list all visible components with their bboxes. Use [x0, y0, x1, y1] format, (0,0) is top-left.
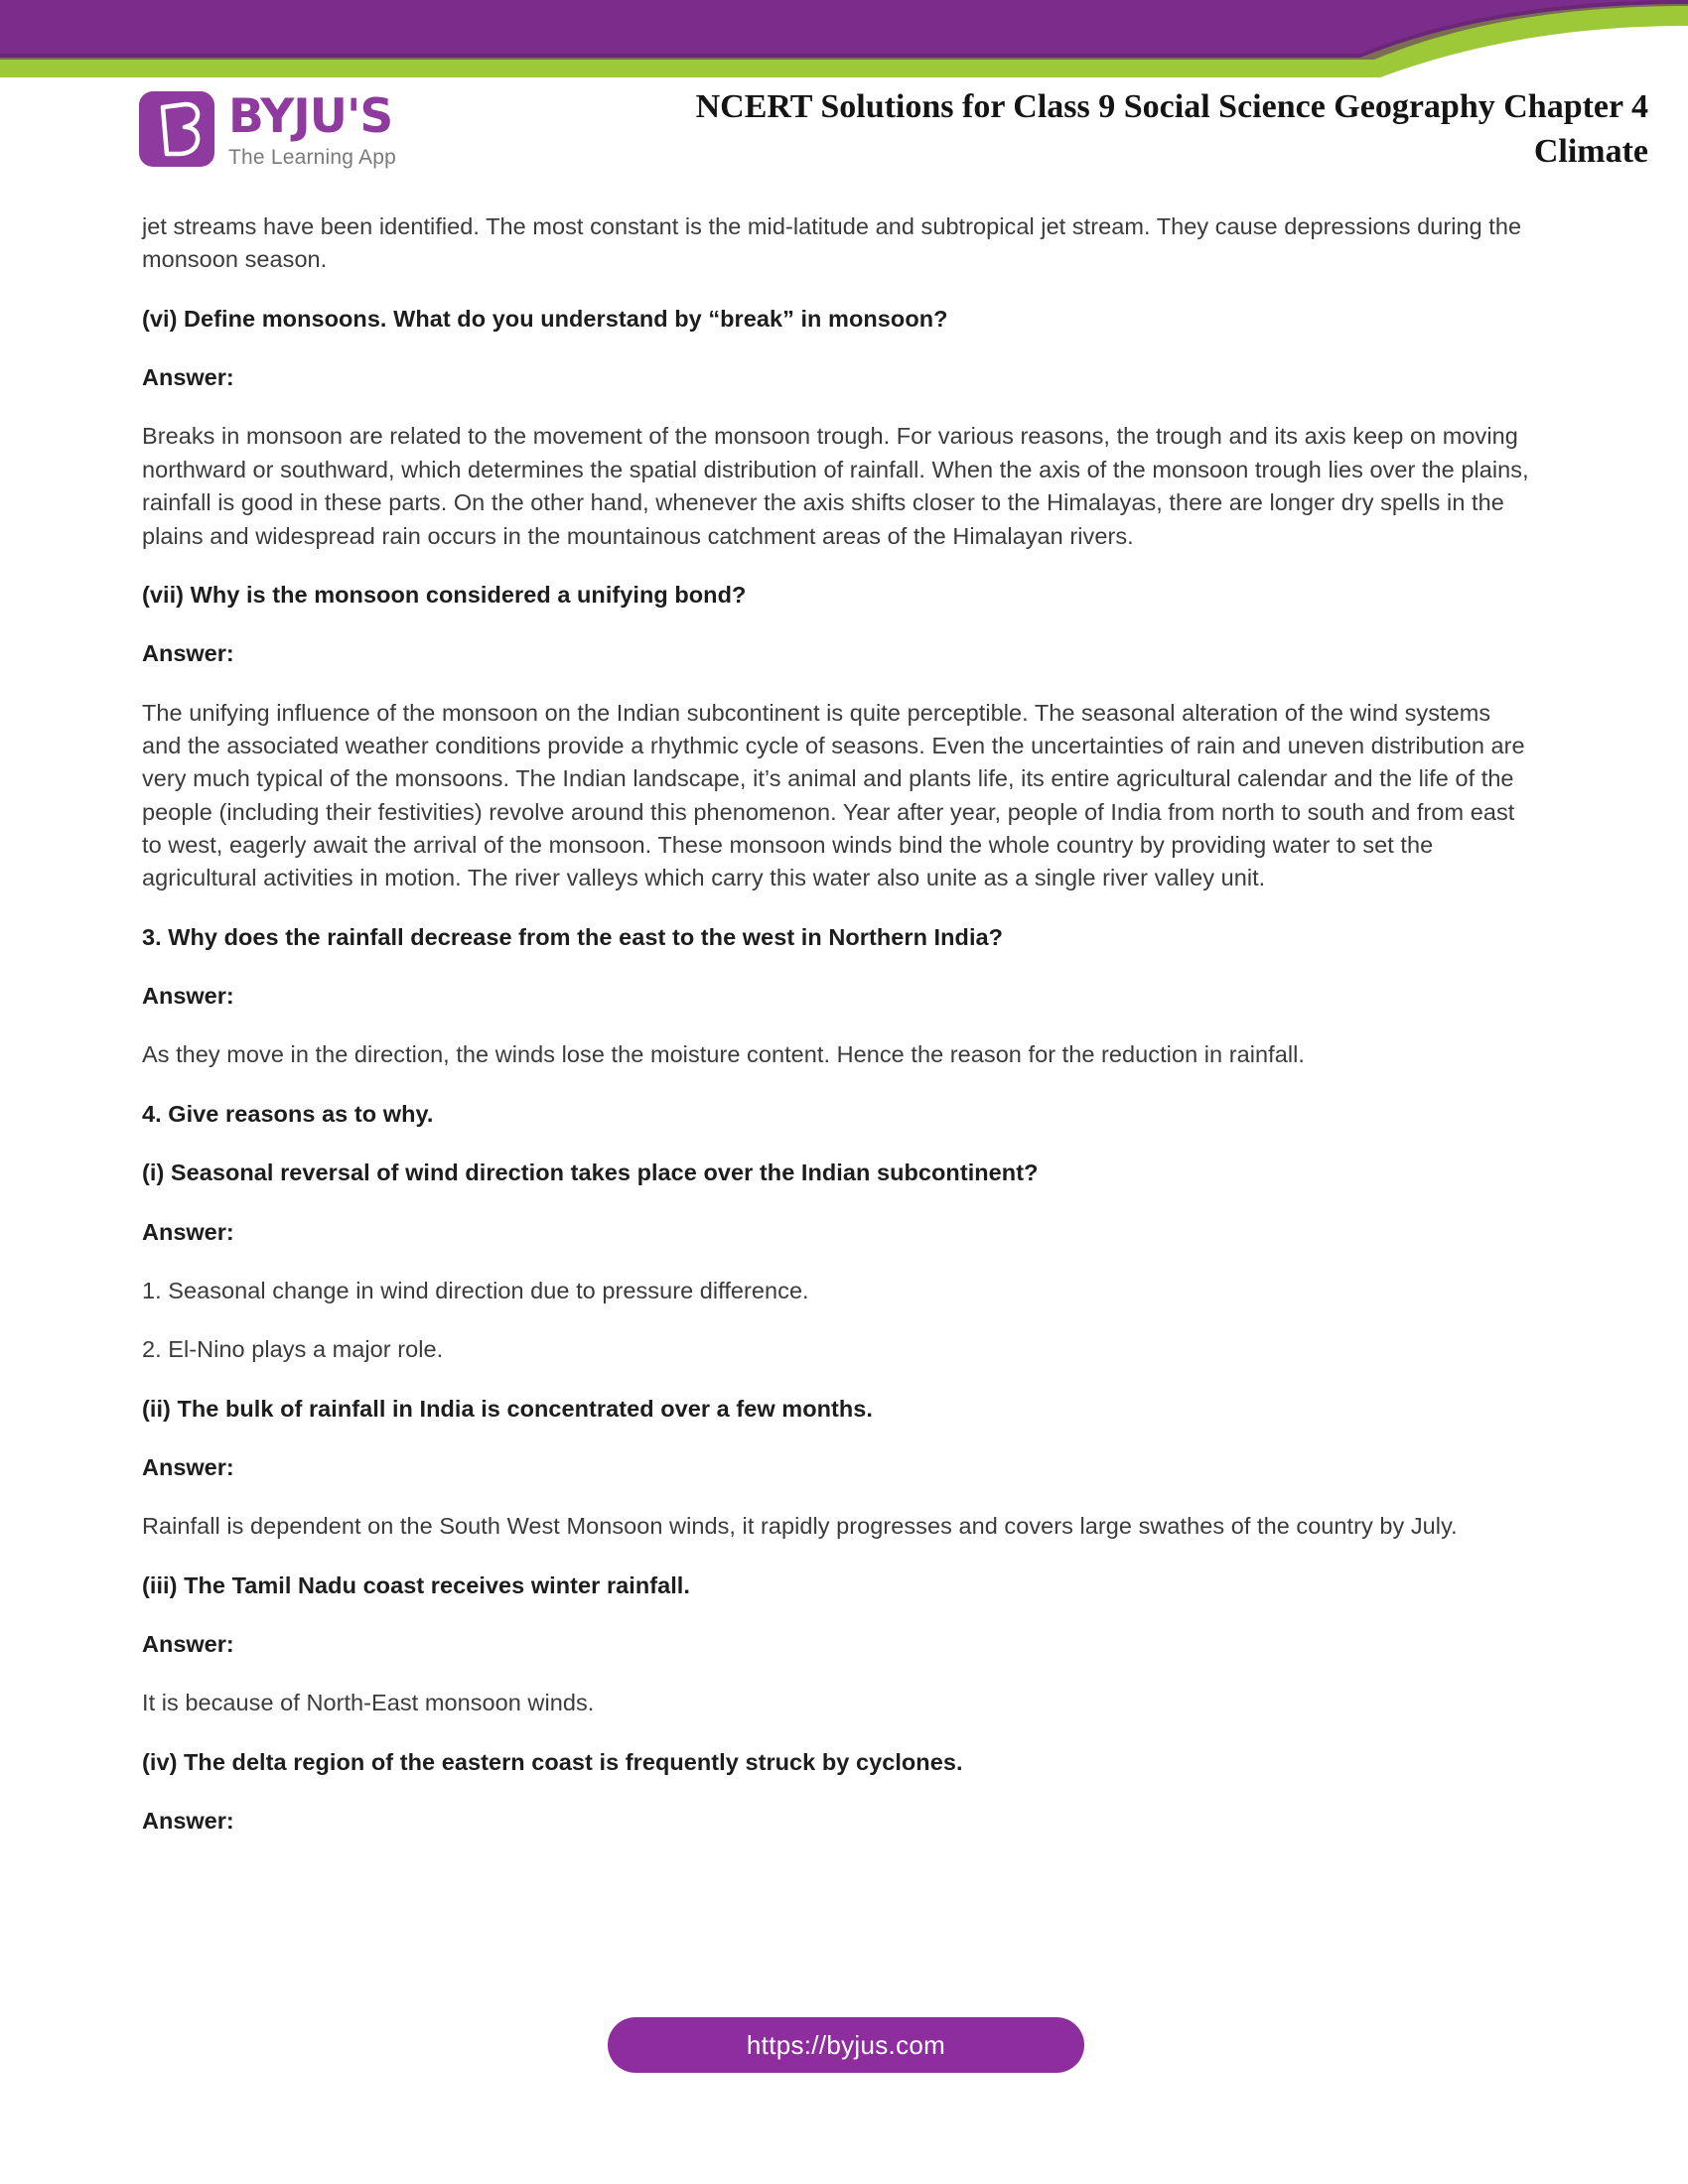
byjus-logo — [139, 91, 396, 170]
byjus-url-label: https://byjus.com — [746, 2029, 946, 2060]
answer-vi: Breaks in monsoon are related to the movement of the monsoon trough. For various reasons, the trough and its axis keep on moving northward or southward, which determines the spatial distribution of rainfall. When the axis of the monsoon trough lies over the plains, rainfall is good in these parts. On the other hand, whenever the axis shifts closer to the Himalayas, there are longer dry spells in the plains and widespread rain occurs in the mountainous catchment areas of the Himalayan rivers. — [142, 423, 1529, 549]
answer-label-vii: Answer: — [142, 640, 234, 667]
page-title-line-1: NCERT Solutions for Class 9 Social Science Geography Chapter 4 — [695, 88, 1648, 125]
question-vii: (vii) Why is the monsoon considered a unifying bond? — [142, 581, 747, 608]
answer-label-4iv: Answer: — [142, 1808, 234, 1835]
byjus-logo-mark — [139, 91, 214, 167]
question-4-i: (i) Seasonal reversal of wind direction takes place over the Indian subcontinent? — [142, 1160, 1039, 1186]
question-3: 3. Why does the rainfall decrease from the east to the west in Northern India? — [142, 923, 1004, 950]
header-decoration-bars — [0, 0, 1688, 79]
answer-label-4i: Answer: — [142, 1218, 234, 1245]
page-title-line-2: Climate — [1533, 132, 1648, 170]
answer-3: As they move in the direction, the winds lose the moisture content. Hence the reason for the reduction in rainfall. — [142, 1041, 1305, 1068]
intro-paragraph: jet streams have been identified. The most constant is the mid-latitude and subtropical jet stream. They cause depressions during the monsoon season. — [142, 213, 1522, 273]
question-vi: (vi) Define monsoons. What do you understand by “break” in monsoon? — [142, 305, 948, 332]
answer-label-4iii: Answer: — [142, 1631, 234, 1658]
question-4-iv: (iv) The delta region of the eastern coast is frequently struck by cyclones. — [142, 1748, 963, 1775]
question-4: 4. Give reasons as to why. — [142, 1100, 434, 1127]
byjus-logo-text — [228, 91, 396, 170]
letter-b-icon — [139, 91, 214, 167]
question-4-ii: (ii) The bulk of rainfall in India is concentrated over a few months. — [142, 1395, 873, 1422]
answer-4iii: It is because of North-East monsoon winds. — [142, 1690, 595, 1716]
answer-label-vi: Answer: — [142, 364, 234, 391]
answer-4i-item1: 1. Seasonal change in wind direction due to pressure difference. — [142, 1277, 809, 1303]
question-4-iii: (iii) The Tamil Nadu coast receives winter rainfall. — [142, 1571, 690, 1598]
byjus-wordmark: BYJU'S — [228, 89, 393, 144]
answer-4ii: Rainfall is dependent on the South West Monsoon winds, it rapidly progresses and covers large swathes of the country by July. — [142, 1513, 1458, 1540]
answer-label-3: Answer: — [142, 983, 234, 1010]
answer-vii: The unifying influence of the monsoon on the Indian subcontinent is quite perceptible. The seasonal alteration of the wind systems and the associated weather conditions provide a rhythmic cycle of seasons. Even the uncertainties of rain and uneven distribution are very much typical of the monsoons. The Indian landscape, it’s animal and plants life, its entire agricultural calendar and the life of the people (including their festivities) revolve around this phenomenon. Year after year, people of India from north to south and from east to west, eagerly await the arrival of the monsoon. These monsoon winds bind the whole country by providing water to set the agricultural activities in motion. The river valleys which carry this water also unite as a single river valley unit. — [142, 699, 1525, 891]
answer-4i-item2: 2. El-Nino plays a major role. — [142, 1336, 444, 1363]
byjus-tagline: The Learning App — [228, 146, 396, 169]
page-title — [526, 85, 1648, 175]
answer-label-4ii: Answer: — [142, 1453, 234, 1480]
byjus-url-button[interactable] — [608, 2017, 1084, 2073]
document-body — [142, 210, 1532, 1864]
